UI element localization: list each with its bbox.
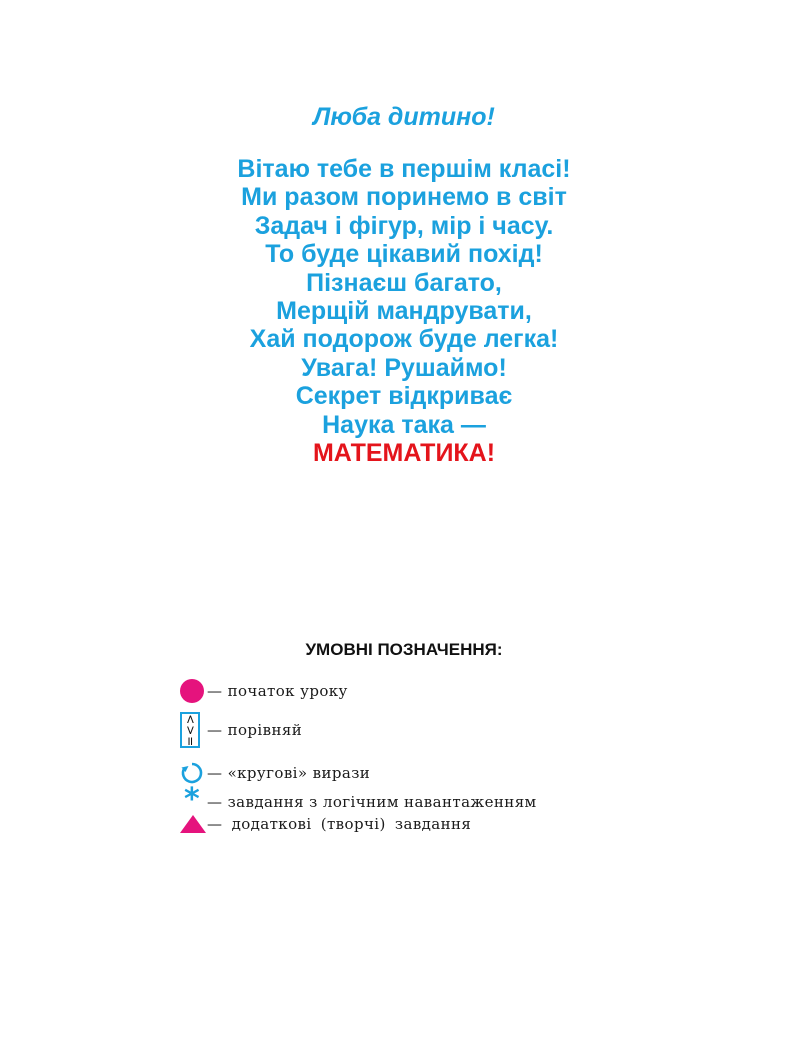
legend-item-text: — «кругові» вирази bbox=[207, 764, 371, 782]
compare-signs-icon bbox=[180, 712, 207, 748]
poem-line: Секрет відкриває bbox=[295, 382, 513, 411]
legend-item-creative bbox=[180, 815, 471, 833]
legend-title: УМОВНІ ПОЗНАЧЕННЯ: bbox=[305, 640, 503, 659]
poem bbox=[0, 155, 800, 467]
legend-item-text: — завдання з логічним навантаженням bbox=[207, 792, 537, 811]
legend-item-circular bbox=[180, 761, 370, 785]
asterisk-icon: * bbox=[184, 782, 201, 817]
poem-line: Вітаю тебе в першім класі! bbox=[237, 155, 571, 183]
magenta-circle-icon bbox=[180, 679, 207, 703]
poem-line: То буде цікавий похід! bbox=[265, 240, 543, 269]
legend-item-compare bbox=[180, 712, 302, 748]
poem-line: Увага! Рушаймо! bbox=[301, 353, 507, 382]
poem-line: Пізнаєш багато, bbox=[306, 268, 502, 297]
poem-line: Задач і фігур, мір і часу. bbox=[254, 211, 554, 240]
legend-item-lesson-start bbox=[180, 679, 348, 703]
poem-line: Наука така — bbox=[322, 410, 486, 439]
compare-sign-greater: > bbox=[183, 724, 198, 736]
poem-final-line: МАТЕМАТИКА! bbox=[312, 439, 496, 468]
poem-line: Мерщій мандрувати, bbox=[276, 297, 532, 326]
legend-item-logic bbox=[180, 782, 537, 817]
legend-item-text: — початок уроку bbox=[207, 682, 348, 700]
magenta-triangle-icon bbox=[180, 815, 207, 833]
poem-line: Хай подорож буде легка! bbox=[249, 325, 559, 354]
compare-sign-less: < bbox=[183, 713, 198, 725]
legend-item-text: — додаткові (творчі) завдання bbox=[207, 815, 472, 833]
poem-line: Ми разом поринемо в світ bbox=[241, 183, 567, 212]
legend-item-text: — порівняй bbox=[207, 721, 303, 739]
greeting-heading: Люба дитино! bbox=[313, 103, 495, 131]
compare-sign-equal: = bbox=[183, 735, 198, 747]
